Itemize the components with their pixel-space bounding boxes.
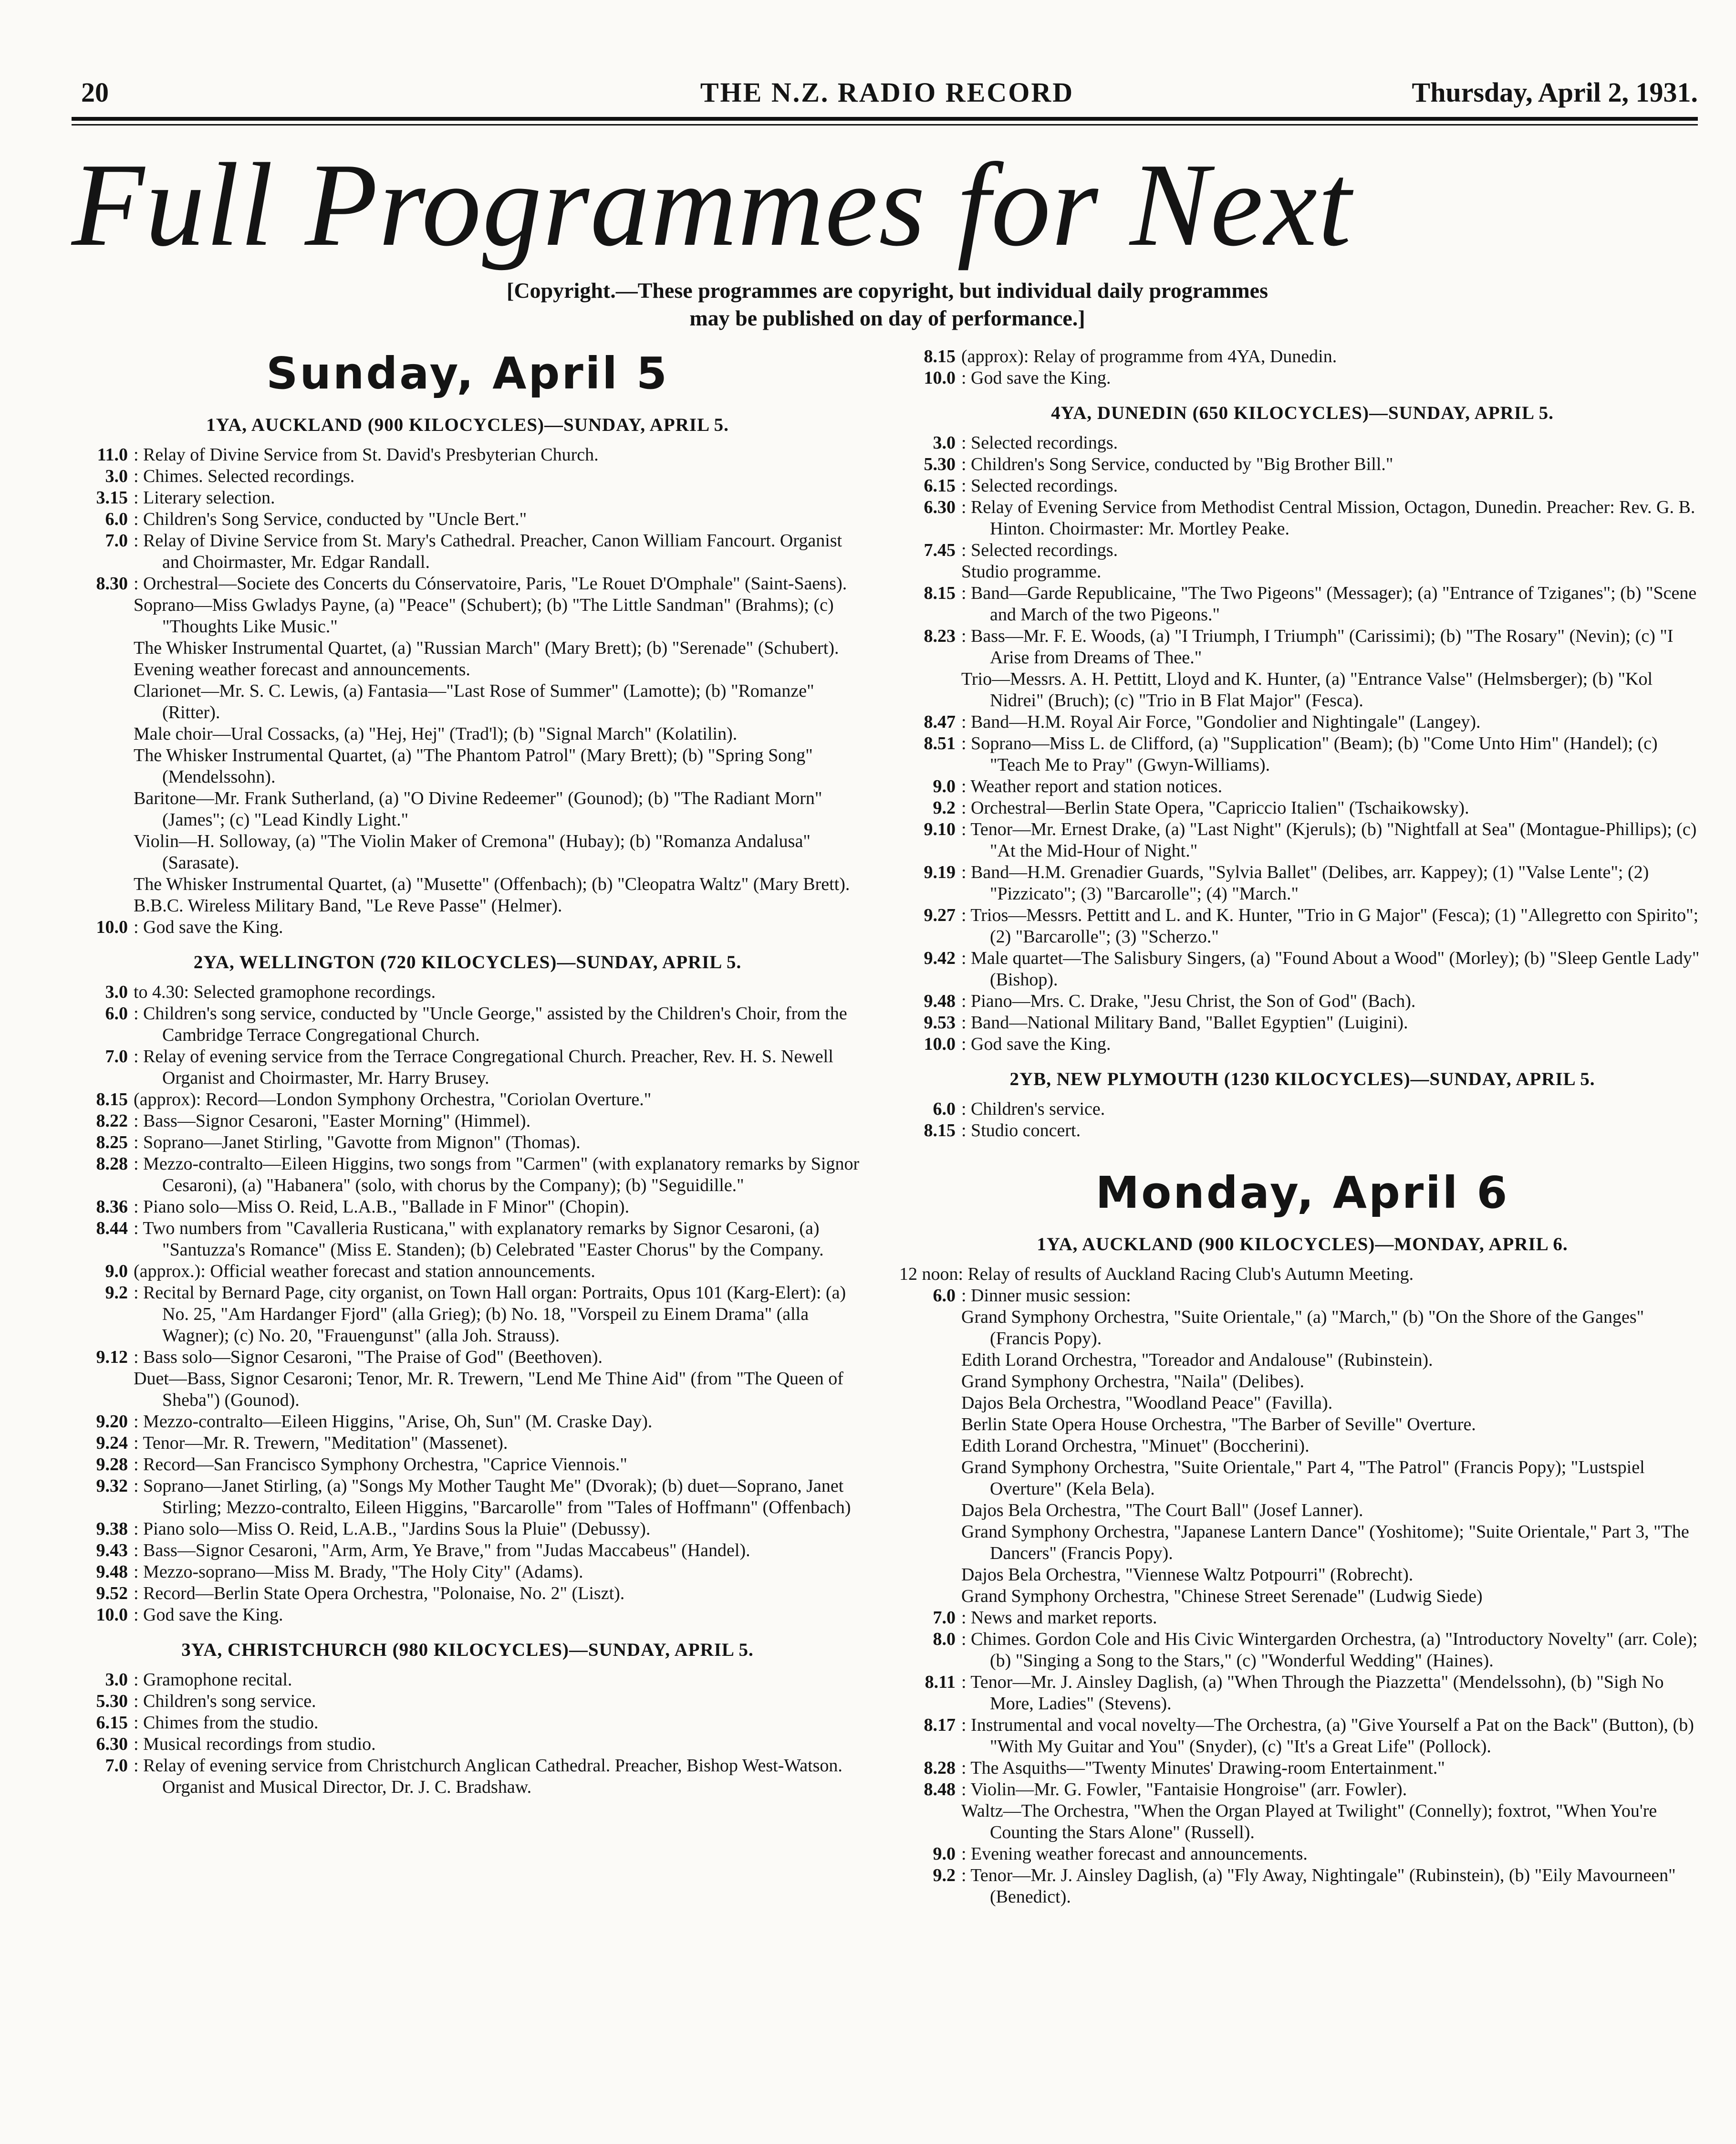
- list-item: [899, 583, 1705, 626]
- entry-text: : Tenor—Mr. Ernest Drake, (a) "Last Night" (Kjeruls); (b) "Nightfall at Sea" (Montague-Phillips); (c) "At the Mid-Hour of Night.": [961, 819, 1697, 861]
- entry-time: 9.12: [96, 1347, 128, 1367]
- page-number: 20: [81, 77, 109, 108]
- page-title: Full Programmes for Next: [72, 139, 1352, 271]
- entry-time: 9.19: [924, 862, 956, 882]
- entry-text: : Chimes from the studio.: [134, 1713, 319, 1733]
- list-item: [899, 346, 1705, 367]
- entry-text: : Piano—Mrs. C. Drake, "Jesu Christ, the Son of God" (Bach).: [961, 991, 1416, 1011]
- entry-text: : Mezzo-contralto—Eileen Higgins, "Arise, Oh, Sun" (M. Craske Day).: [134, 1412, 653, 1432]
- entry-time: 7.0: [933, 1608, 956, 1628]
- list-item: [72, 1540, 863, 1561]
- list-item: [72, 1046, 863, 1089]
- entry-text: (approx.): Official weather forecast and station announcements.: [134, 1261, 595, 1281]
- entry-time: 10.0: [924, 368, 956, 388]
- entry-text: : Children's song service.: [134, 1691, 316, 1711]
- entry-time: 9.48: [96, 1562, 128, 1582]
- sub-item: Edith Lorand Orchestra, "Minuet" (Boccherini).: [961, 1436, 1310, 1456]
- entry-text: : Studio concert.: [961, 1120, 1081, 1140]
- list-item: [72, 573, 863, 595]
- entry-text: : Band—H.M. Royal Air Force, "Gondolier and Nightingale" (Langey).: [961, 712, 1481, 732]
- sub-item: Waltz—The Orchestra, "When the Organ Played at Twilight" (Connelly); foxtrot, "When You're Counting the Stars Alone" (Russell).: [961, 1801, 1657, 1842]
- list-item: [72, 1691, 863, 1712]
- entry-text: : Selected recordings.: [961, 540, 1118, 560]
- entry-text: : Dinner music session:: [961, 1286, 1131, 1306]
- entry-text: : Trios—Messrs. Pettitt and L. and K. Hunter, "Trio in G Major" (Fesca); (1) "Allegretto con Spirito"; (2) "Barcarolle"; (3) "Scherzo.": [961, 905, 1699, 947]
- entry-time: 8.15: [924, 1120, 956, 1140]
- list-item: [899, 733, 1705, 776]
- list-item: [72, 1583, 863, 1604]
- issue-date: Thursday, April 2, 1931.: [1412, 77, 1698, 108]
- sub-item: Clarionet—Mr. S. C. Lewis, (a) Fantasia—"Last Rose of Summer" (Lamotte); (b) "Romanze" (Ritter).: [134, 681, 814, 722]
- left-column: [72, 346, 863, 1798]
- sub-item: Grand Symphony Orchestra, "Suite Orientale," Part 4, "The Patrol" (Francis Popy); "Lustspiel Overture" (Kela Bela).: [961, 1457, 1645, 1499]
- entry-time: 9.52: [96, 1583, 128, 1603]
- list-item: [899, 432, 1705, 454]
- entry-text: : Violin—Mr. G. Fowler, "Fantaisie Hongroise" (arr. Fowler).: [961, 1779, 1407, 1799]
- entry-time: 9.32: [96, 1476, 128, 1496]
- list-item: [72, 1261, 863, 1282]
- station-heading-4ya: 4YA, DUNEDIN (650 KILOCYCLES)—SUNDAY, APRIL 5.: [1051, 403, 1554, 423]
- list-item: [72, 1669, 863, 1691]
- list-item: [72, 1433, 863, 1454]
- spacer: [899, 1141, 1705, 1165]
- entry-text: : Relay of Divine Service from St. David's Presbyterian Church.: [134, 445, 599, 465]
- sub-item: Dajos Bela Orchestra, "Viennese Waltz Potpourri" (Robrecht).: [961, 1565, 1414, 1585]
- list-item: [72, 982, 863, 1003]
- list-item: [899, 819, 1705, 862]
- entry-time: 6.30: [96, 1734, 128, 1754]
- entry-time: 7.0: [105, 1756, 128, 1776]
- list-item: [72, 1475, 863, 1518]
- entry-time: 9.20: [96, 1412, 128, 1432]
- sub-items: [899, 561, 1705, 583]
- entry-text: : Record—Berlin State Opera Orchestra, "Polonaise, No. 2" (Liszt).: [134, 1583, 625, 1603]
- entry-text: : Instrumental and vocal novelty—The Orchestra, (a) "Give Yourself a Pat on the Back" (Button), (b) "With My Guitar and You" (Snyder), (c) "It's a Great Life" (Pollock).: [961, 1715, 1694, 1757]
- sub-item: Duet—Bass, Signor Cesaroni; Tenor, Mr. R. Trewern, "Lend Me Thine Aid" (from "The Queen of Sheba") (Gounod).: [134, 1369, 843, 1410]
- list-item: [72, 1089, 863, 1110]
- list-item: [72, 1411, 863, 1433]
- sub-item: The Whisker Instrumental Quartet, (a) "Musette" (Offenbach); (b) "Cleopatra Waltz" (Mary Brett).: [134, 874, 850, 894]
- list-item: [899, 1607, 1705, 1629]
- list-item: [72, 1110, 863, 1132]
- entry-text: : God save the King.: [961, 1034, 1111, 1054]
- list-item: [72, 1454, 863, 1475]
- entry-text: : Piano solo—Miss O. Reid, L.A.B., "Jardins Sous la Pluie" (Debussy).: [134, 1519, 651, 1539]
- sub-item: Edith Lorand Orchestra, "Toreador and Andalouse" (Rubinstein).: [961, 1350, 1433, 1370]
- list-item: [72, 1003, 863, 1046]
- entry-text: : Two numbers from "Cavalleria Rusticana," with explanatory remarks by Signor Cesaroni, (a) "Santuzza's Romance" (Miss E. Standen); (b) Celebrated "Easter Chorus" by the Company.: [134, 1218, 824, 1260]
- entry-text: : Chimes. Gordon Cole and His Civic Wintergarden Orchestra, (a) "Introductory Novelty" (arr. Cole); (b) "Singing a Song to the Stars," (c) "Wonderful Wedding" (Haines).: [961, 1629, 1698, 1671]
- station-heading-1ya-monday: 1YA, AUCKLAND (900 KILOCYCLES)—MONDAY, APRIL 6.: [1037, 1234, 1568, 1255]
- entry-text: : Piano solo—Miss O. Reid, L.A.B., "Ballade in F Minor" (Chopin).: [134, 1197, 630, 1217]
- list-item: [72, 1712, 863, 1734]
- entry-text: : God save the King.: [134, 1605, 283, 1625]
- station-heading-2yb: 2YB, NEW PLYMOUTH (1230 KILOCYCLES)—SUNDAY, APRIL 5.: [1009, 1069, 1595, 1089]
- entry-text: : Children's service.: [961, 1099, 1105, 1119]
- list-item: [72, 1196, 863, 1218]
- list-item: [899, 776, 1705, 797]
- entry-text: : Bass—Signor Cesaroni, "Arm, Arm, Ye Brave," from "Judas Maccabeus" (Handel).: [134, 1540, 750, 1560]
- list-item: [899, 797, 1705, 819]
- entry-text: : Orchestral—Berlin State Opera, "Capriccio Italien" (Tschaikowsky).: [961, 798, 1469, 818]
- list-item: [72, 1604, 863, 1626]
- entry-time: 9.48: [924, 991, 956, 1011]
- publication-name: THE N.Z. RADIO RECORD: [700, 77, 1074, 108]
- sub-item: Berlin State Opera House Orchestra, "The Barber of Seville" Overture.: [961, 1414, 1476, 1434]
- entry-time: 8.51: [924, 733, 956, 753]
- list-item: [72, 917, 863, 938]
- entry-time: 8.23: [924, 626, 956, 646]
- entry-time: 9.2: [933, 1865, 956, 1885]
- sub-item: B.B.C. Wireless Military Band, "Le Reve Passe" (Helmer).: [134, 896, 562, 916]
- list-item: [899, 1629, 1705, 1672]
- list-item: [72, 1132, 863, 1153]
- list-item: [72, 509, 863, 530]
- list-item: [72, 1518, 863, 1540]
- entry-text: : Recital by Bernard Page, city organist, on Town Hall organ: Portraits, Opus 101 (Karg-Elert): (a) No. 25, "Am Hardanger Fjord" (alla Grieg); (b) No. 18, "Vorspeil zu Einem Drama" (alla Wagner); (c) No. 20, "Frauengunst" (alla Joh. Strauss).: [134, 1283, 846, 1346]
- entry-time: 9.28: [96, 1454, 128, 1475]
- sub-item: Grand Symphony Orchestra, "Suite Orientale," (a) "March," (b) "On the Shore of the Ganges" (Francis Popy).: [961, 1307, 1644, 1349]
- list-item: [72, 1282, 863, 1347]
- list-item: [72, 1734, 863, 1755]
- entry-text: : God save the King.: [961, 368, 1111, 388]
- entry-time: 8.48: [924, 1779, 956, 1799]
- entry-time: 7.0: [105, 1046, 128, 1067]
- sub-item: Male choir—Ural Cossacks, (a) "Hej, Hej" (Trad'l); (b) "Signal March" (Kolatilin).: [134, 724, 738, 744]
- entry-text: : Children's song service, conducted by "Uncle George," assisted by the Children's Choir, from the Cambridge Terrace Congregational Church.: [134, 1004, 847, 1045]
- list-item: [899, 1672, 1705, 1715]
- entry-time: 5.30: [924, 454, 956, 474]
- entry-time: 6.0: [933, 1286, 956, 1306]
- list-item: [899, 948, 1705, 991]
- list-item: [899, 1843, 1705, 1865]
- entry-text: : Mezzo-contralto—Eileen Higgins, two songs from "Carmen" (with explanatory remarks by Signor Cesaroni), (a) "Habanera" (solo, with chorus by the Company); (b) "Seguidille.": [134, 1154, 860, 1195]
- entry-time: 10.0: [96, 917, 128, 937]
- entry-text: : Male quartet—The Salisbury Singers, (a) "Found About a Wood" (Morley); (b) "Sleep Gentle Lady" (Bishop).: [961, 948, 1700, 990]
- entry-text: : Selected recordings.: [961, 433, 1118, 453]
- entry-time: 9.27: [924, 905, 956, 925]
- list-item: [899, 1034, 1705, 1055]
- entry-time: 9.0: [933, 776, 956, 796]
- entry-text: : Soprano—Janet Stirling, "Gavotte from Mignon" (Thomas).: [134, 1132, 581, 1152]
- sub-item: Grand Symphony Orchestra, "Japanese Lantern Dance" (Yoshitome); "Suite Orientale," Part 3, "The Dancers" (Francis Popy).: [961, 1522, 1689, 1563]
- entry-time: 8.17: [924, 1715, 956, 1735]
- list-item: [899, 1285, 1705, 1307]
- entry-time: 10.0: [924, 1034, 956, 1054]
- station-heading-1ya: 1YA, AUCKLAND (900 KILOCYCLES)—SUNDAY, APRIL 5.: [206, 415, 729, 435]
- entry-time: 3.0: [105, 1670, 128, 1690]
- list-item: [899, 1098, 1705, 1120]
- sub-item: Grand Symphony Orchestra, "Chinese Street Serenade" (Ludwig Siede): [961, 1586, 1483, 1606]
- entry-text: : Relay of Evening Service from Methodist Central Mission, Octagon, Dunedin. Preacher: Rev. G. B. Hinton. Choirmaster: Mr. Mortley Peake.: [961, 497, 1695, 539]
- entry-time: 9.0: [105, 1261, 128, 1281]
- list-item: [72, 487, 863, 509]
- sub-item: Baritone—Mr. Frank Sutherland, (a) "O Divine Redeemer" (Gounod); (b) "The Radiant Morn" (James"; (c) "Lead Kindly Light.": [134, 788, 822, 830]
- entry-text: : Literary selection.: [134, 488, 275, 508]
- entry-text: : Relay of evening service from Christchurch Anglican Cathedral. Preacher, Bishop West-Watson. Organist and Musical Director, Dr. J. C. Bradshaw.: [134, 1756, 842, 1797]
- entry-text: : Children's Song Service, conducted by "Uncle Bert.": [134, 509, 527, 529]
- list-item: [72, 444, 863, 466]
- station-heading-2ya: 2YA, WELLINGTON (720 KILOCYCLES)—SUNDAY, APRIL 5.: [193, 952, 742, 973]
- list-item: [899, 1120, 1705, 1141]
- entry-text: : Orchestral—Societe des Concerts du Cónservatoire, Paris, "Le Rouet D'Omphale" (Saint-Saens).: [134, 574, 847, 594]
- right-column: [899, 346, 1705, 1908]
- entry-text: : Bass—Mr. F. E. Woods, (a) "I Triumph, I Triumph" (Carissimi); (b) "The Rosary" (Nevin); (c) "I Arise from Dreams of Thee.": [961, 626, 1674, 668]
- entry-time: 3.15: [96, 488, 128, 508]
- entry-time: 9.2: [105, 1283, 128, 1303]
- sub-item: Evening weather forecast and announcements.: [134, 659, 470, 680]
- entry-time: 6.15: [924, 476, 956, 496]
- entry-time: 3.0: [933, 433, 956, 453]
- sub-item: Dajos Bela Orchestra, "The Court Ball" (Josef Lanner).: [961, 1500, 1363, 1520]
- entry-text: : The Asquiths—"Twenty Minutes' Drawing-room Entertainment.": [961, 1758, 1445, 1778]
- entry-text: : Tenor—Mr. J. Ainsley Daglish, (a) "When Through the Piazzetta" (Mendelssohn), (b) "Sigh No More, Ladies" (Stevens).: [961, 1672, 1664, 1714]
- sub-items: [899, 669, 1705, 711]
- list-item: [72, 466, 863, 487]
- entry-text: : Children's Song Service, conducted by "Big Brother Bill.": [961, 454, 1393, 474]
- entry-time: 9.0: [933, 1844, 956, 1864]
- entry-time: 6.0: [105, 509, 128, 529]
- entry-time: 9.43: [96, 1540, 128, 1560]
- entry-text: to 4.30: Selected gramophone recordings.: [134, 982, 436, 1002]
- list-item: [899, 367, 1705, 389]
- entry-time: 10.0: [96, 1605, 128, 1625]
- header-rule-thin: [72, 124, 1698, 126]
- list-item: [899, 497, 1705, 540]
- list-item: [899, 626, 1705, 669]
- entry-time: 9.38: [96, 1519, 128, 1539]
- entry-time: 5.30: [96, 1691, 128, 1711]
- entry-text: : News and market reports.: [961, 1608, 1157, 1628]
- list-item: [72, 1755, 863, 1798]
- entry-time: 8.11: [925, 1672, 956, 1692]
- sub-item: Studio programme.: [961, 562, 1102, 582]
- entry-text: : Bass—Signor Cesaroni, "Easter Morning" (Himmel).: [134, 1111, 531, 1131]
- entry-text: : Weather report and station notices.: [961, 776, 1223, 796]
- sub-item: Dajos Bela Orchestra, "Woodland Peace" (Favilla).: [961, 1393, 1333, 1413]
- list-item: [72, 1561, 863, 1583]
- entry-time: 8.15: [924, 583, 956, 603]
- entry-text: : Band—National Military Band, "Ballet Egyptien" (Luigini).: [961, 1013, 1408, 1033]
- entry-text: (approx): Relay of programme from 4YA, Dunedin.: [961, 346, 1337, 366]
- sub-items: [72, 595, 863, 917]
- entry-text: : God save the King.: [134, 917, 283, 937]
- list-item: [899, 540, 1705, 561]
- list-item: [899, 1715, 1705, 1757]
- entry-text: : Relay of Divine Service from St. Mary's Cathedral. Preacher, Canon William Fancourt. Organist and Choirmaster, Mr. Edgar Randall.: [134, 531, 842, 572]
- header-rule: [72, 117, 1698, 121]
- day-heading-monday: Monday, April 6: [1095, 1167, 1509, 1218]
- entry-text: : Tenor—Mr. R. Trewern, "Meditation" (Massenet).: [134, 1433, 508, 1453]
- entry-time: 6.15: [96, 1713, 128, 1733]
- sub-items: [72, 1368, 863, 1411]
- entry-time: 11.0: [97, 445, 128, 465]
- entry-text: : Soprano—Miss L. de Clifford, (a) "Supplication" (Beam); (b) "Come Unto Him" (Handel); (c) "Teach Me to Pray" (Gwyn-Williams).: [961, 733, 1658, 775]
- entry-time: 9.24: [96, 1433, 128, 1453]
- station-heading-3ya: 3YA, CHRISTCHURCH (980 KILOCYCLES)—SUNDAY, APRIL 5.: [181, 1640, 754, 1660]
- entry-time: 8.47: [924, 712, 956, 732]
- entry-text: : Band—H.M. Grenadier Guards, "Sylvia Ballet" (Delibes, arr. Kappey); (1) "Valse Lente"; (2) "Pizzicato"; (3) "Barcarolle"; (4) "March.": [961, 862, 1649, 904]
- entry-text: : Evening weather forecast and announcements.: [961, 1844, 1308, 1864]
- list-item: [899, 711, 1705, 733]
- list-item: [899, 1012, 1705, 1034]
- list-item: [899, 862, 1705, 905]
- list-item: [72, 530, 863, 573]
- sub-item: The Whisker Instrumental Quartet, (a) "Russian March" (Mary Brett); (b) "Serenade" (Schubert).: [134, 638, 839, 658]
- entry-text: : Mezzo-soprano—Miss M. Brady, "The Holy City" (Adams).: [134, 1562, 583, 1582]
- entry-time: 3.0: [105, 466, 128, 486]
- list-item: [72, 1347, 863, 1368]
- copyright-notice: [Copyright.—These programmes are copyright, but individual daily programmes may be published on day of performance.]: [507, 278, 1268, 330]
- entry-time: 8.25: [96, 1132, 128, 1152]
- entry-text: : Band—Garde Republicaine, "The Two Pigeons" (Messager); (a) "Entrance of Tziganes"; (b) "Scene and March of the two Pigeons.": [961, 583, 1697, 625]
- entry-time: 8.15: [924, 346, 956, 366]
- sub-item: The Whisker Instrumental Quartet, (a) "The Phantom Patrol" (Mary Brett); (b) "Spring Song" (Mendelssohn).: [134, 745, 813, 787]
- entry-text: : Selected recordings.: [961, 476, 1118, 496]
- entry-time: 8.44: [96, 1218, 128, 1238]
- entry-time: 9.2: [933, 798, 956, 818]
- entry-time: 9.42: [924, 948, 956, 968]
- entry-time: 7.45: [924, 540, 956, 560]
- list-item: [899, 1865, 1705, 1908]
- entry-text: (approx): Record—London Symphony Orchestra, "Coriolan Overture.": [134, 1089, 652, 1109]
- list-item: [899, 1757, 1705, 1779]
- entry-text: : Relay of evening service from the Terrace Congregational Church. Preacher, Rev. H. S. Newell Organist and Choirmaster, Mr. Harry Brusey.: [134, 1046, 833, 1088]
- entry-time: 3.0: [105, 982, 128, 1002]
- entry-text: : Chimes. Selected recordings.: [134, 466, 355, 486]
- entry-time: 6.30: [924, 497, 956, 517]
- list-item: [899, 475, 1705, 497]
- sub-item: Soprano—Miss Gwladys Payne, (a) "Peace" (Schubert); (b) "The Little Sandman" (Brahms); (c) "Thoughts Like Music.": [134, 595, 834, 637]
- list-item: [899, 1779, 1705, 1800]
- entry-text: 12 noon: Relay of results of Auckland Racing Club's Autumn Meeting.: [899, 1264, 1414, 1284]
- sub-item: Violin—H. Solloway, (a) "The Violin Maker of Cremona" (Hubay); (b) "Romanza Andalusa" (Sarasate).: [134, 831, 811, 873]
- entry-text: : Bass solo—Signor Cesaroni, "The Praise of God" (Beethoven).: [134, 1347, 603, 1367]
- list-item: [72, 1218, 863, 1261]
- sub-item: Trio—Messrs. A. H. Pettitt, Lloyd and K. Hunter, (a) "Entrance Valse" (Helmsberger); (b) "Kol Nidrei" (Bruch); (c) "Trio in B Flat Major" (Fesca).: [961, 669, 1653, 711]
- sub-items: [899, 1800, 1705, 1843]
- entry-text: : Gramophone recital.: [134, 1670, 292, 1690]
- entry-time: 8.0: [933, 1629, 956, 1649]
- entry-time: 9.53: [924, 1013, 956, 1033]
- day-heading-sunday: Sunday, April 5: [266, 348, 669, 399]
- list-item: [72, 1153, 863, 1196]
- entry-text: : Record—San Francisco Symphony Orchestra, "Caprice Viennois.": [134, 1454, 627, 1475]
- page-header: [76, 76, 1698, 115]
- entry-time: 8.28: [924, 1758, 956, 1778]
- entry-time: 6.0: [933, 1099, 956, 1119]
- list-item: [899, 991, 1705, 1012]
- entry-text: : Musical recordings from studio.: [134, 1734, 376, 1754]
- list-item: [899, 905, 1705, 948]
- entry-time: 8.30: [96, 574, 128, 594]
- entry-time: 6.0: [105, 1004, 128, 1024]
- sub-items: [899, 1307, 1705, 1607]
- sub-item: Grand Symphony Orchestra, "Naila" (Delibes).: [961, 1371, 1305, 1391]
- entry-time: 8.36: [96, 1197, 128, 1217]
- entry-text: : Soprano—Janet Stirling, (a) "Songs My Mother Taught Me" (Dvorak); (b) duet—Soprano, Janet Stirling; Mezzo-contralto, Eileen Higgins, "Barcarolle" from "Tales of Hoffmann" (Offenbach): [134, 1476, 851, 1517]
- entry-time: 9.10: [924, 819, 956, 839]
- entry-time: 8.22: [96, 1111, 128, 1131]
- entry-time: 8.15: [96, 1089, 128, 1109]
- list-item: [899, 454, 1705, 475]
- list-item: [899, 1264, 1705, 1285]
- entry-text: : Tenor—Mr. J. Ainsley Daglish, (a) "Fly Away, Nightingale" (Rubinstein), (b) "Eily Mavourneen" (Benedict).: [961, 1865, 1676, 1907]
- entry-time: 7.0: [105, 531, 128, 551]
- entry-time: 8.28: [96, 1154, 128, 1174]
